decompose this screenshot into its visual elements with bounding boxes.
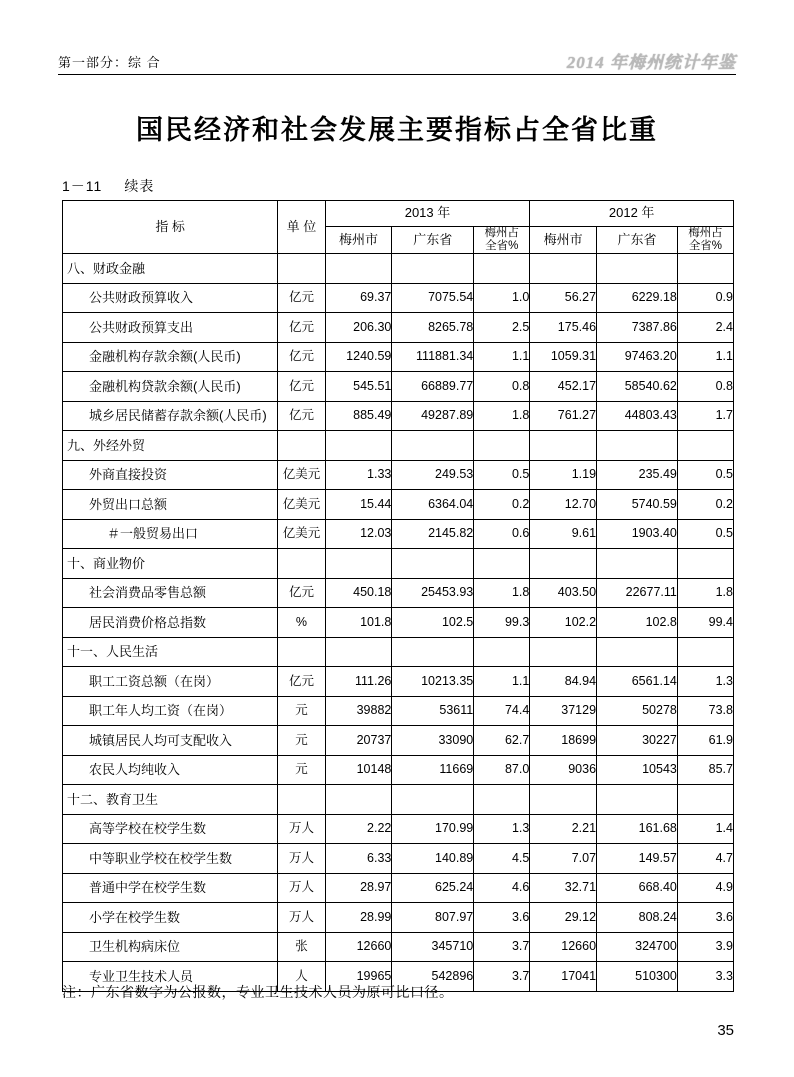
header-2013-city: 梅州市 [325, 227, 392, 254]
cell-2012-pct [677, 637, 733, 667]
table-row [63, 313, 734, 343]
cell-2013-city [325, 254, 392, 284]
cell-2013-province [392, 549, 474, 579]
table-continued-label: 续表 [124, 178, 155, 194]
cell-2013-province [392, 785, 474, 815]
table-row [63, 873, 734, 903]
cell-unit: 万人 [278, 903, 325, 933]
cell-2013-province: 542896 [392, 962, 474, 992]
cell-2013-city [325, 785, 392, 815]
cell-2012-city: 452.17 [530, 372, 597, 402]
cell-unit: % [278, 608, 325, 638]
cell-unit: 亿元 [278, 342, 325, 372]
cell-indicator [63, 932, 278, 962]
statistics-table-wrapper [62, 200, 734, 992]
cell-indicator [63, 873, 278, 903]
indicator-label: 城乡居民储蓄存款余额(人民币) [89, 408, 267, 424]
cell-2012-pct: 99.4 [677, 608, 733, 638]
cell-2012-pct: 73.8 [677, 696, 733, 726]
cell-2013-city: 6.33 [325, 844, 392, 874]
cell-2013-province: 625.24 [392, 873, 474, 903]
cell-2012-city: 1059.31 [530, 342, 597, 372]
cell-2012-province: 5740.59 [597, 490, 678, 520]
cell-2012-city: 1.19 [530, 460, 597, 490]
cell-2013-pct: 3.7 [474, 932, 530, 962]
cell-2012-province: 44803.43 [597, 401, 678, 431]
cell-unit [278, 431, 325, 461]
cell-2013-province: 10213.35 [392, 667, 474, 697]
table-row [63, 814, 734, 844]
cell-2013-pct: 1.1 [474, 667, 530, 697]
indicator-label: 社会消费品零售总额 [89, 585, 207, 601]
cell-2012-city [530, 549, 597, 579]
cell-2012-city: 12660 [530, 932, 597, 962]
cell-2013-pct [474, 254, 530, 284]
indicator-label: 职工年人均工资（在岗） [89, 703, 233, 719]
cell-2013-pct: 4.5 [474, 844, 530, 874]
cell-2012-province: 235.49 [597, 460, 678, 490]
cell-2012-city: 12.70 [530, 490, 597, 520]
table-header-row-1 [63, 201, 734, 227]
cell-2013-province: 111881.34 [392, 342, 474, 372]
cell-2012-pct [677, 549, 733, 579]
table-row [63, 696, 734, 726]
header-year-2012: 2012 年 [530, 201, 734, 227]
cell-2012-province [597, 785, 678, 815]
cell-2012-pct: 85.7 [677, 755, 733, 785]
table-row [63, 549, 734, 579]
page-number: 35 [717, 1022, 734, 1039]
indicator-label: 八、财政金融 [67, 260, 146, 276]
cell-2013-city: 10148 [325, 755, 392, 785]
cell-2012-city: 17041 [530, 962, 597, 992]
cell-2012-pct: 0.9 [677, 283, 733, 313]
indicator-label: 十、商业物价 [67, 555, 146, 571]
cell-indicator [63, 637, 278, 667]
cell-2013-province: 11669 [392, 755, 474, 785]
table-row [63, 490, 734, 520]
cell-2013-province: 25453.93 [392, 578, 474, 608]
cell-2013-city: 885.49 [325, 401, 392, 431]
statistics-table [62, 200, 734, 992]
cell-2013-province: 6364.04 [392, 490, 474, 520]
cell-2012-city: 7.07 [530, 844, 597, 874]
cell-2012-province: 50278 [597, 696, 678, 726]
indicator-label: 金融机构贷款余额(人民币) [89, 378, 241, 394]
cell-indicator [63, 490, 278, 520]
cell-2012-pct: 0.5 [677, 460, 733, 490]
indicator-label: 卫生机构病床位 [89, 939, 181, 955]
cell-unit: 亿美元 [278, 490, 325, 520]
table-row [63, 785, 734, 815]
cell-2013-pct: 2.5 [474, 313, 530, 343]
cell-unit: 元 [278, 696, 325, 726]
indicator-label: 农民人均纯收入 [89, 762, 181, 778]
cell-unit: 人 [278, 962, 325, 992]
cell-2012-pct [677, 254, 733, 284]
indicator-label: 中等职业学校在校学生数 [89, 850, 233, 866]
cell-2012-pct: 1.8 [677, 578, 733, 608]
cell-2012-pct: 3.9 [677, 932, 733, 962]
cell-unit [278, 254, 325, 284]
cell-2013-pct: 1.8 [474, 401, 530, 431]
cell-2012-pct: 0.5 [677, 519, 733, 549]
cell-indicator [63, 755, 278, 785]
cell-2012-province: 510300 [597, 962, 678, 992]
cell-indicator [63, 254, 278, 284]
cell-2012-city: 84.94 [530, 667, 597, 697]
cell-unit [278, 549, 325, 579]
header-2012-province: 广东省 [597, 227, 678, 254]
header-2013-pct-line2: 全省% [485, 240, 519, 253]
cell-2013-city [325, 431, 392, 461]
cell-2013-pct [474, 549, 530, 579]
cell-2013-city: 206.30 [325, 313, 392, 343]
cell-2013-city: 19965 [325, 962, 392, 992]
table-row [63, 578, 734, 608]
cell-unit: 亿美元 [278, 460, 325, 490]
cell-2012-city: 175.46 [530, 313, 597, 343]
cell-unit: 亿元 [278, 283, 325, 313]
cell-2012-pct: 3.3 [677, 962, 733, 992]
cell-2013-pct: 1.0 [474, 283, 530, 313]
table-footnote: 注：广东省数字为公报数，专业卫生技术人员为原可比口径。 [62, 984, 454, 1000]
cell-2012-city [530, 431, 597, 461]
indicator-label: 外贸出口总额 [89, 496, 168, 512]
cell-2013-city: 2.22 [325, 814, 392, 844]
table-caption [62, 176, 154, 196]
cell-unit: 亿元 [278, 313, 325, 343]
cell-2013-pct: 3.7 [474, 962, 530, 992]
cell-2013-city: 28.99 [325, 903, 392, 933]
indicator-label: 十二、教育卫生 [67, 791, 159, 807]
indicator-label: 城镇居民人均可支配收入 [89, 732, 233, 748]
cell-unit: 亿元 [278, 401, 325, 431]
header-2013-province: 广东省 [392, 227, 474, 254]
cell-unit: 元 [278, 726, 325, 756]
header-2012-pct [677, 227, 733, 254]
cell-2013-province: 2145.82 [392, 519, 474, 549]
cell-indicator [63, 431, 278, 461]
cell-2012-province: 102.8 [597, 608, 678, 638]
table-row [63, 372, 734, 402]
cell-2013-city: 1240.59 [325, 342, 392, 372]
table-row [63, 608, 734, 638]
header-section-label: 第一部分：综 合 [58, 55, 161, 70]
cell-2012-province [597, 431, 678, 461]
cell-2012-province: 30227 [597, 726, 678, 756]
cell-unit: 亿元 [278, 667, 325, 697]
cell-2012-pct: 1.1 [677, 342, 733, 372]
page-header [58, 48, 736, 76]
cell-2012-province: 1903.40 [597, 519, 678, 549]
cell-2012-province: 6561.14 [597, 667, 678, 697]
table-row [63, 932, 734, 962]
cell-2012-city: 29.12 [530, 903, 597, 933]
cell-2013-pct [474, 785, 530, 815]
cell-indicator [63, 903, 278, 933]
indicator-label: 居民消费价格总指数 [89, 614, 207, 630]
cell-2013-province: 53611 [392, 696, 474, 726]
cell-2012-pct: 1.4 [677, 814, 733, 844]
cell-2013-province: 8265.78 [392, 313, 474, 343]
cell-2013-pct: 1.3 [474, 814, 530, 844]
cell-2012-pct: 0.8 [677, 372, 733, 402]
cell-unit: 元 [278, 755, 325, 785]
cell-2013-pct: 62.7 [474, 726, 530, 756]
table-row [63, 667, 734, 697]
cell-2013-pct: 0.6 [474, 519, 530, 549]
cell-indicator [63, 401, 278, 431]
cell-2013-city [325, 637, 392, 667]
cell-2013-city [325, 549, 392, 579]
indicator-label: 公共财政预算支出 [89, 319, 194, 335]
cell-2012-pct: 3.6 [677, 903, 733, 933]
cell-2013-province: 807.97 [392, 903, 474, 933]
header-2012-city: 梅州市 [530, 227, 597, 254]
table-row [63, 460, 734, 490]
cell-2013-province: 49287.89 [392, 401, 474, 431]
header-2012-pct-line1: 梅州占 [688, 227, 723, 239]
cell-unit [278, 785, 325, 815]
cell-2012-province: 22677.11 [597, 578, 678, 608]
cell-2013-city: 101.8 [325, 608, 392, 638]
cell-2013-pct: 74.4 [474, 696, 530, 726]
cell-2012-city: 403.50 [530, 578, 597, 608]
cell-2012-city: 2.21 [530, 814, 597, 844]
cell-2013-city: 12660 [325, 932, 392, 962]
table-header [63, 201, 734, 254]
header-2012-pct-line2: 全省% [688, 240, 723, 253]
table-row [63, 283, 734, 313]
indicator-label: 公共财政预算收入 [89, 290, 194, 306]
cell-2012-province [597, 254, 678, 284]
table-row [63, 637, 734, 667]
cell-indicator [63, 578, 278, 608]
indicator-label: 金融机构存款余额(人民币) [89, 349, 241, 365]
cell-2012-city: 56.27 [530, 283, 597, 313]
cell-2012-province [597, 637, 678, 667]
header-indicator: 指 标 [63, 201, 278, 254]
cell-2012-province: 10543 [597, 755, 678, 785]
cell-2012-province: 6229.18 [597, 283, 678, 313]
cell-2012-city: 18699 [530, 726, 597, 756]
cell-unit: 亿元 [278, 578, 325, 608]
cell-indicator [63, 785, 278, 815]
cell-indicator [63, 726, 278, 756]
cell-2013-city: 12.03 [325, 519, 392, 549]
cell-2013-province: 102.5 [392, 608, 474, 638]
table-row [63, 726, 734, 756]
cell-2012-city: 761.27 [530, 401, 597, 431]
cell-2012-province: 808.24 [597, 903, 678, 933]
cell-2013-pct: 0.5 [474, 460, 530, 490]
cell-2013-city: 545.51 [325, 372, 392, 402]
table-row [63, 431, 734, 461]
indicator-label: ＃一般贸易出口 [107, 526, 199, 542]
header-divider [58, 74, 736, 75]
table-row [63, 254, 734, 284]
cell-2013-pct: 0.2 [474, 490, 530, 520]
cell-2013-city: 450.18 [325, 578, 392, 608]
cell-2012-province: 149.57 [597, 844, 678, 874]
cell-unit [278, 637, 325, 667]
cell-2012-province: 58540.62 [597, 372, 678, 402]
cell-2012-pct: 2.4 [677, 313, 733, 343]
cell-unit: 万人 [278, 873, 325, 903]
cell-2012-city: 9.61 [530, 519, 597, 549]
cell-indicator [63, 372, 278, 402]
indicator-label: 高等学校在校学生数 [89, 821, 207, 837]
cell-2012-city: 32.71 [530, 873, 597, 903]
header-yearbook-title: 2014 年梅州统计年鉴 [566, 53, 736, 72]
indicator-label: 九、外经外贸 [67, 437, 146, 453]
cell-unit: 万人 [278, 844, 325, 874]
cell-2013-city: 15.44 [325, 490, 392, 520]
cell-2012-city [530, 637, 597, 667]
cell-2012-pct: 4.9 [677, 873, 733, 903]
cell-2013-pct: 1.8 [474, 578, 530, 608]
cell-indicator [63, 814, 278, 844]
cell-2013-province [392, 637, 474, 667]
cell-2013-province [392, 431, 474, 461]
cell-2012-province: 324700 [597, 932, 678, 962]
cell-2013-city: 1.33 [325, 460, 392, 490]
cell-2013-pct: 1.1 [474, 342, 530, 372]
cell-2013-province: 170.99 [392, 814, 474, 844]
cell-unit: 亿元 [278, 372, 325, 402]
cell-2013-pct: 3.6 [474, 903, 530, 933]
cell-2013-pct [474, 637, 530, 667]
cell-indicator [63, 342, 278, 372]
cell-unit: 张 [278, 932, 325, 962]
cell-2013-province [392, 254, 474, 284]
cell-2012-city [530, 254, 597, 284]
indicator-label: 职工工资总额（在岗） [89, 673, 220, 689]
cell-2012-pct [677, 431, 733, 461]
indicator-label: 普通中学在校学生数 [89, 880, 207, 896]
cell-2012-pct: 1.3 [677, 667, 733, 697]
cell-2013-city: 39882 [325, 696, 392, 726]
header-year-2013: 2013 年 [325, 201, 530, 227]
cell-2012-province: 668.40 [597, 873, 678, 903]
cell-2013-province: 33090 [392, 726, 474, 756]
cell-2013-province: 140.89 [392, 844, 474, 874]
cell-2012-city [530, 785, 597, 815]
page-title: 国民经济和社会发展主要指标占全省比重 [136, 115, 658, 145]
table-number: 1－11 [62, 178, 103, 194]
cell-2013-pct: 0.8 [474, 372, 530, 402]
cell-indicator [63, 519, 278, 549]
cell-indicator [63, 283, 278, 313]
cell-2013-province: 7075.54 [392, 283, 474, 313]
indicator-label: 小学在校学生数 [89, 909, 181, 925]
cell-indicator [63, 844, 278, 874]
cell-2012-pct: 61.9 [677, 726, 733, 756]
cell-2012-city: 9036 [530, 755, 597, 785]
cell-2013-province: 249.53 [392, 460, 474, 490]
cell-2012-pct: 4.7 [677, 844, 733, 874]
cell-2013-city: 111.26 [325, 667, 392, 697]
cell-indicator [63, 696, 278, 726]
cell-2012-city: 102.2 [530, 608, 597, 638]
cell-2012-province: 97463.20 [597, 342, 678, 372]
cell-2012-pct [677, 785, 733, 815]
cell-unit: 万人 [278, 814, 325, 844]
table-row [63, 401, 734, 431]
cell-2013-province: 345710 [392, 932, 474, 962]
table-row [63, 903, 734, 933]
cell-2013-province: 66889.77 [392, 372, 474, 402]
table-row [63, 519, 734, 549]
cell-indicator [63, 667, 278, 697]
cell-2013-pct [474, 431, 530, 461]
cell-2012-pct: 0.2 [677, 490, 733, 520]
cell-2012-province: 161.68 [597, 814, 678, 844]
cell-indicator [63, 549, 278, 579]
indicator-label: 专业卫生技术人员 [89, 968, 194, 984]
cell-unit: 亿美元 [278, 519, 325, 549]
indicator-label: 十一、人民生活 [67, 644, 159, 660]
cell-indicator [63, 313, 278, 343]
cell-2012-province: 7387.86 [597, 313, 678, 343]
header-2013-pct [474, 227, 530, 254]
indicator-label: 外商直接投资 [89, 467, 168, 483]
cell-2013-city: 28.97 [325, 873, 392, 903]
cell-2013-pct: 99.3 [474, 608, 530, 638]
cell-2012-province [597, 549, 678, 579]
table-row [63, 844, 734, 874]
table-row [63, 755, 734, 785]
table-row [63, 342, 734, 372]
cell-2013-pct: 87.0 [474, 755, 530, 785]
cell-2012-city: 37129 [530, 696, 597, 726]
header-unit: 单 位 [278, 201, 325, 254]
cell-2012-pct: 1.7 [677, 401, 733, 431]
table-body [63, 254, 734, 992]
cell-indicator [63, 608, 278, 638]
cell-2013-pct: 4.6 [474, 873, 530, 903]
header-2013-pct-line1: 梅州占 [484, 227, 520, 239]
cell-indicator [63, 460, 278, 490]
cell-2013-city: 20737 [325, 726, 392, 756]
cell-2013-city: 69.37 [325, 283, 392, 313]
